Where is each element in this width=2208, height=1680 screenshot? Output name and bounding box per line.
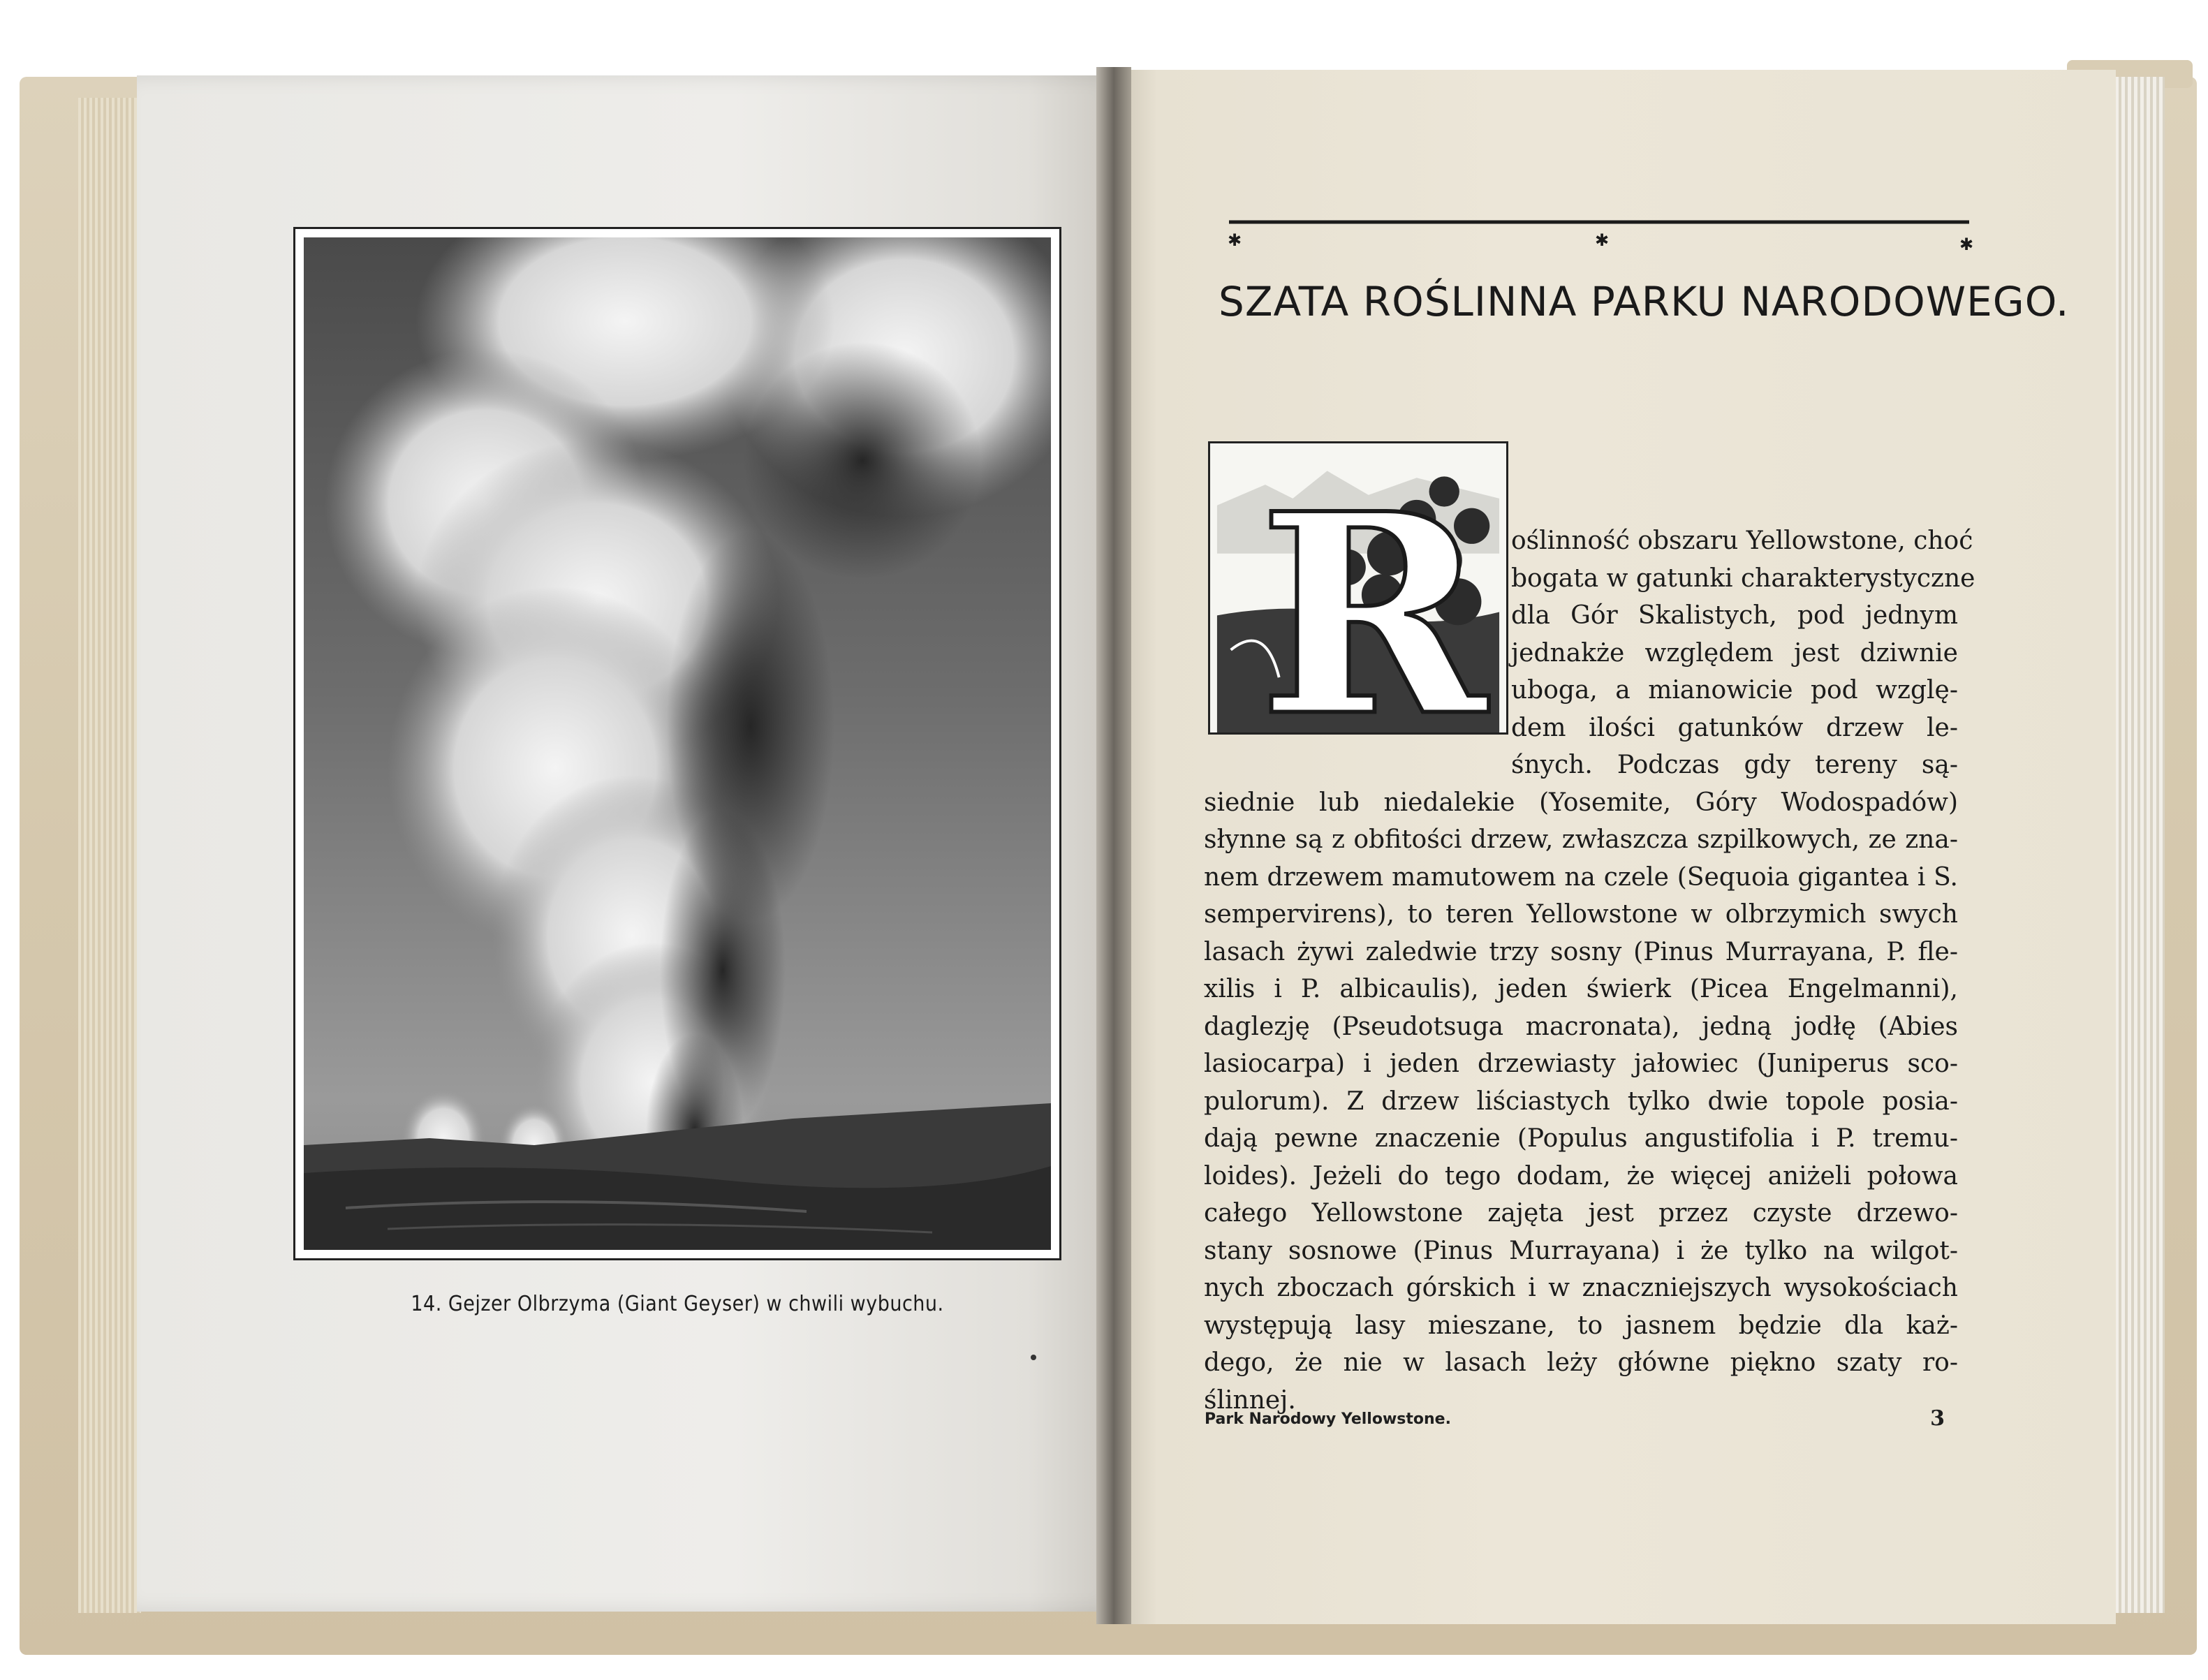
book-gutter <box>1096 67 1131 1624</box>
paper-speck <box>1031 1355 1036 1360</box>
paragraph-line: słynne są z obfitości drzew, zwłaszcza szpilkowych, ze zna- <box>1204 825 1958 854</box>
chapter-paragraph <box>1204 522 1975 1419</box>
paragraph-line: nych zboczach górskich i w znaczniejszych wysokościach <box>1204 1274 1958 1302</box>
paragraph-line: dem ilości gatunków drzew le- <box>1511 713 1958 742</box>
paragraph-line: ślinnej. <box>1204 1385 1296 1415</box>
paragraph-line: pulorum). Z drzew liściastych tylko dwie topole posia- <box>1204 1086 1958 1116</box>
paragraph-line: stany sosnowe (Pinus Murrayana) i że tylko na wilgot- <box>1204 1236 1958 1265</box>
chapter-title: SZATA ROŚLINNA PARKU NARODOWEGO. <box>1219 278 2070 325</box>
drop-cap-letter: R <box>1258 453 1487 732</box>
paragraph-line: jednakże względem jest dziwnie <box>1511 638 1958 668</box>
page-number: 3 <box>1930 1406 1945 1431</box>
paragraph-line: lasiocarpa) i jeden drzewiasty jałowiec (Juniperus sco- <box>1204 1049 1958 1078</box>
paragraph-line: nem drzewem mamutowem na czele (Sequoia gigantea i S. <box>1204 862 1958 892</box>
paragraph-line: dego, że nie w lasach leży główne piękno szaty ro- <box>1204 1348 1958 1377</box>
paragraph-line: uboga, a mianowicie pod wzglę- <box>1511 676 1958 705</box>
paragraph-line: oślinność obszaru Yellowstone, choć <box>1511 526 1973 555</box>
paragraph-line: dla Gór Skalistych, pod jednym <box>1511 601 1958 630</box>
paragraph-line: występują lasy mieszane, to jasnem będzie dla każ- <box>1204 1311 1958 1340</box>
paragraph-line: loides). Jeżeli do tego dodam, że więcej aniżeli połowa <box>1204 1161 1958 1191</box>
geyser-photograph <box>304 237 1051 1250</box>
paragraph-line: lasach żywi zaledwie trzy sosny (Pinus Murrayana, P. fle- <box>1204 937 1958 966</box>
geyser-photograph-frame <box>293 227 1061 1260</box>
paragraph-line: bogata w gatunki charakterystyczne <box>1511 563 1975 593</box>
svg-text:✱: ✱ <box>1228 230 1242 250</box>
left-page-edges <box>78 98 141 1613</box>
svg-text:✱: ✱ <box>1959 235 1974 254</box>
paragraph-line: siednie lub niedalekie (Yosemite, Góry Wodospadów) <box>1204 788 1958 817</box>
right-page-edges <box>2109 77 2165 1613</box>
paragraph-line: dają pewne znaczenie (Populus angustifolia i P. tremu- <box>1204 1124 1958 1153</box>
paragraph-line: całego Yellowstone zajęta jest przez czyste drzewo- <box>1204 1199 1958 1228</box>
paragraph-line: sempervirens), to teren Yellowstone w olbrzymich swych <box>1204 900 1958 929</box>
paragraph-line: xilis i P. albicaulis), jeden świerk (Picea Engelmanni), <box>1204 975 1958 1003</box>
svg-text:✱: ✱ <box>1595 230 1610 250</box>
figure-caption: 14. Gejzer Olbrzyma (Giant Geyser) w chwili wybuchu. <box>411 1292 944 1316</box>
running-footer: Park Narodowy Yellowstone. <box>1205 1410 1451 1428</box>
paragraph-line: daglezję (Pseudotsuga macronata), jedną jodłę (Abies <box>1204 1012 1958 1041</box>
header-ornament-rule <box>1222 216 1976 258</box>
paragraph-line: śnych. Podczas gdy tereny są- <box>1511 751 1958 779</box>
